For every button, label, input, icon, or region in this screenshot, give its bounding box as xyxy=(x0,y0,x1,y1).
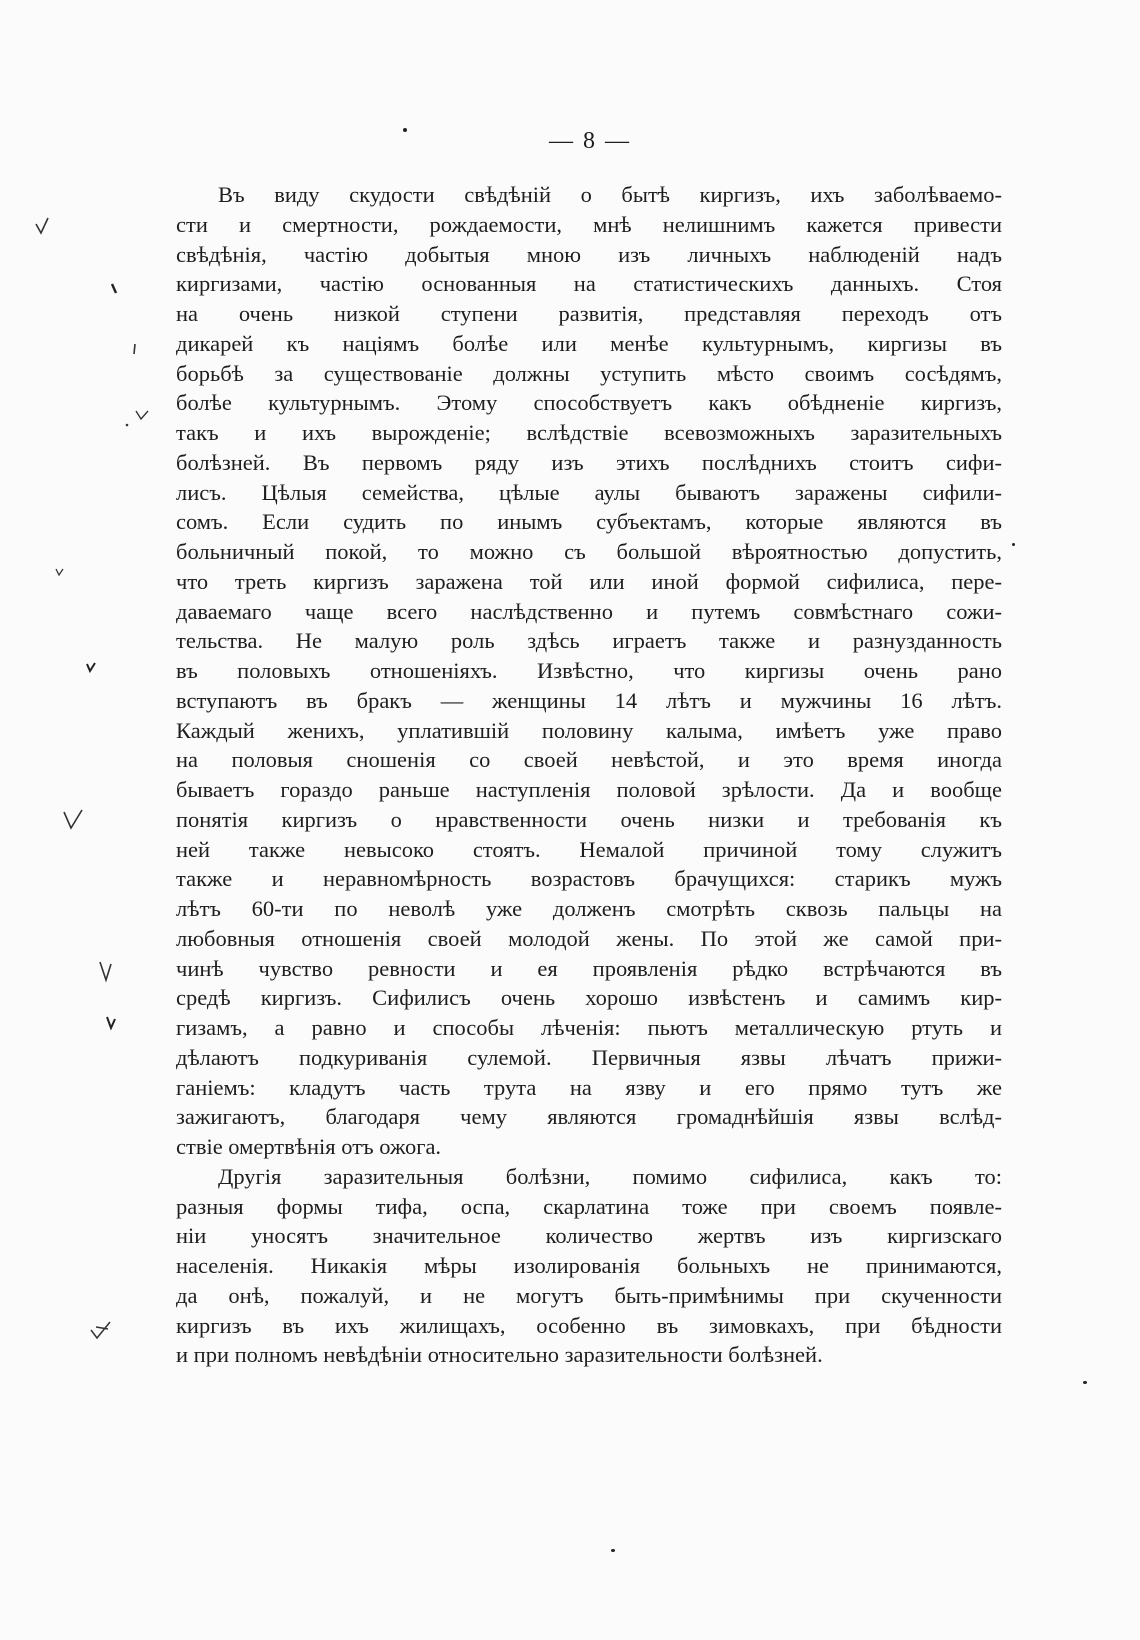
text-line: ствіе омертвѣнія отъ ожога. xyxy=(176,1134,442,1159)
text-line: тельства. Не малую роль здѣсь играетъ также и разнузданность xyxy=(176,628,1002,654)
text-line: такъ и ихъ вырожденіе; вслѣдствіе всевозможныхъ заразительныхъ xyxy=(176,420,1002,445)
text-line: вступаютъ въ бракъ — женщины 14 лѣтъ и мужчины 16 лѣтъ. xyxy=(176,687,1002,713)
ink-speck xyxy=(611,1549,615,1552)
text-line: киргизъ въ ихъ жилищахъ, особенно въ зимовкахъ, при бѣдности xyxy=(176,1312,1002,1338)
text-line: лѣтъ 60-ти по неволѣ уже долженъ смотрѣть сквозь пальцы на xyxy=(176,896,1002,921)
text-line: любовныя отношенія своей молодой жены. По этой же самой при- xyxy=(176,925,1002,951)
margin-check-mark-icon xyxy=(98,958,114,984)
ink-speck xyxy=(1083,1381,1087,1384)
text-line: киргизами, частію основанныя на статистическихъ данныхъ. Стоя xyxy=(176,271,1002,297)
margin-tick-icon xyxy=(110,282,120,296)
text-line: ніи уносятъ значительное количество жертвъ изъ киргизскаго xyxy=(176,1223,1002,1249)
margin-check-mark-icon xyxy=(84,660,98,674)
margin-check-mark-icon xyxy=(104,1014,118,1032)
text-line: сомъ. Если судить по инымъ субъектамъ, которые являются въ xyxy=(176,509,1002,535)
text-line: болѣзней. Въ первомъ ряду изъ этихъ послѣднихъ стоитъ сифи- xyxy=(176,449,1002,475)
body-text xyxy=(176,180,1002,1370)
page-number: — 8 — xyxy=(549,128,631,154)
text-line: ганіемъ: кладутъ часть трута на язву и его прямо тутъ же xyxy=(176,1074,1002,1100)
text-line: разныя формы тифа, оспа, скарлатина тоже при своемъ появле- xyxy=(176,1193,1002,1219)
text-line: гизамъ, а равно и способы лѣченія: пьютъ металлическую ртуть и xyxy=(176,1015,1002,1040)
text-line: также и неравномѣрность возрастовъ брачущихся: старикъ мужъ xyxy=(176,866,1002,892)
text-line: сти и смертности, рождаемости, мнѣ нелишнимъ кажется привести xyxy=(176,211,1002,237)
margin-check-mark-icon xyxy=(54,566,66,578)
margin-check-mark-icon xyxy=(62,806,84,832)
text-line: Каждый женихъ, уплатившій половину калыма, имѣетъ уже право xyxy=(176,717,1002,743)
text-line: даваемаго чаще всего наслѣдственно и путемъ совмѣстнаго сожи- xyxy=(176,598,1002,624)
text-line: и при полномъ невѣдѣніи относительно заразительности болѣзней. xyxy=(176,1342,823,1368)
text-line: на половыя сношенія со своей невѣстой, и это время иногда xyxy=(176,747,1002,773)
text-line: зажигаютъ, благодаря чему являются громаднѣйшія язвы вслѣд- xyxy=(176,1104,1002,1130)
margin-tick-icon xyxy=(131,342,139,356)
text-line: бываетъ гораздо раньше наступленія половой зрѣлости. Да и вообще xyxy=(176,777,1002,802)
text-line: что треть киргизъ заражена той или иной формой сифилиса, пере- xyxy=(176,568,1002,594)
margin-check-mark-icon xyxy=(34,216,50,236)
text-line: Другія заразительныя болѣзни, помимо сифилиса, какъ то: xyxy=(218,1163,1002,1189)
text-line: дикарей къ націямъ болѣе или менѣе культурнымъ, киргизы въ xyxy=(176,330,1002,356)
text-line: борьбѣ за существованіе должны уступить мѣсто своимъ сосѣдямъ, xyxy=(176,360,1002,386)
text-line: больничный покой, то можно съ большой вѣроятностью допустить, xyxy=(176,539,1002,564)
text-line: на очень низкой ступени развитія, представляя переходъ отъ xyxy=(176,301,1002,326)
text-line: лисъ. Цѣлыя семейства, цѣлые аулы бываютъ заражены сифили- xyxy=(176,479,1002,505)
text-line: ней также невысоко стоятъ. Немалой причиной тому служитъ xyxy=(176,836,1002,862)
text-line: въ половыхъ отношеніяхъ. Извѣстно, что киргизы очень рано xyxy=(176,658,1002,683)
text-line: да онѣ, пожалуй, и не могутъ быть-примѣнимы при скученности xyxy=(176,1282,1002,1308)
text-line: средѣ киргизъ. Сифилисъ очень хорошо извѣстенъ и самимъ кир- xyxy=(176,985,1002,1011)
text-line: населенія. Никакія мѣры изолированія больныхъ не принимаются, xyxy=(176,1253,1002,1278)
text-line: дѣлаютъ подкуриванія сулемой. Первичныя язвы лѣчатъ прижи- xyxy=(176,1044,1002,1070)
margin-check-mark-icon xyxy=(122,408,152,430)
text-line: понятія киргизъ о нравственности очень низки и требованія къ xyxy=(176,806,1002,832)
ink-speck xyxy=(1012,543,1015,546)
text-line: Въ виду скудости свѣдѣній о бытѣ киргизъ, ихъ заболѣваемо- xyxy=(218,182,1002,207)
text-line: свѣдѣнія, частію добытыя мною изъ личныхъ наблюденій надъ xyxy=(176,241,1002,267)
text-line: болѣе культурнымъ. Этому способствуетъ какъ обѣдненіе киргизъ, xyxy=(176,390,1002,416)
text-line: чинѣ чувство ревности и ея проявленія рѣдко встрѣчаются въ xyxy=(176,955,1002,981)
margin-check-mark-icon xyxy=(88,1318,114,1342)
